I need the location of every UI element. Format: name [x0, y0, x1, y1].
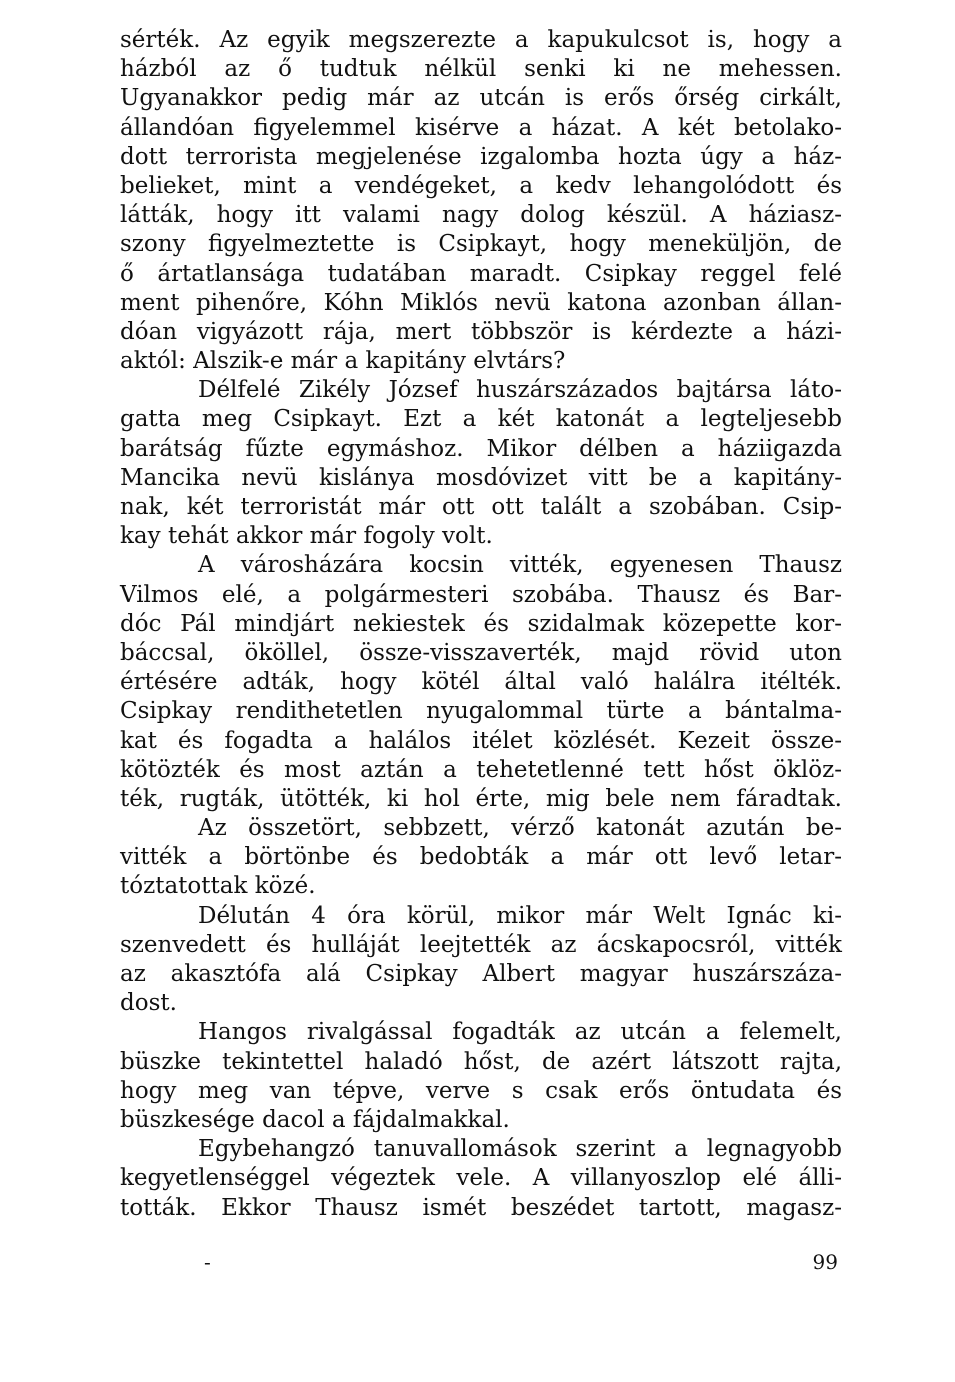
text-line: tották. Ekkor Thausz ismét beszédet tartott, magasz-	[120, 1194, 842, 1221]
text-line: sérték. Az egyik megszerezte a kapukulcsot is, hogy a	[120, 27, 842, 53]
text-line: hogy meg van tépve, verve s csak erős öntudata és	[120, 1077, 842, 1104]
footer-mark: -	[204, 1250, 211, 1274]
text-line: Ugyanakkor pedig már az utcán is erős őrség cirkált,	[120, 85, 842, 112]
text-line: kat és fogadta a halálos itélet közlését. Kezeit össze-	[120, 727, 842, 754]
text-line: Egybehangzó tanuvallomások szerint a legnagyobb	[198, 1136, 842, 1163]
text-line: szenvedett és hulláját leejtették az ácskapocsról, vitték	[120, 931, 842, 958]
text-line: A városházára kocsin vitték, egyenesen Thausz	[198, 552, 842, 579]
text-line: büszke tekintettel haladó hőst, de azért látszott rajta,	[120, 1048, 842, 1075]
text-line: büszkesége dacol a fájdalmakkal.	[120, 1106, 510, 1133]
text-line: az akasztófa alá Csipkay Albert magyar huszárszáza-	[120, 961, 842, 987]
text-line: dóan vigyázott rája, mert többször is kérdezte a házi-	[120, 318, 842, 345]
text-line: aktól: Alszik-e már a kapitány elvtárs?	[120, 348, 566, 375]
text-line: tóztatottak közé.	[120, 873, 316, 900]
text-line: belieket, mint a vendégeket, a kedv lehangolódott és	[120, 172, 842, 199]
text-line: Csipkay rendithetetlen nyugalommal türte a bántalma-	[120, 698, 842, 725]
text-line: dóc Pál mindjárt nekiestek és szidalmak közepette kor-	[120, 610, 842, 637]
text-line: barátság fűzte egymáshoz. Mikor délben a háziigazda	[120, 435, 842, 462]
text-line: szony figyelmeztette is Csipkayt, hogy meneküljön, de	[120, 231, 842, 258]
text-line: Délfelé Zikély József huszárszázados bajtársa láto-	[198, 377, 842, 404]
text-line: állandóan figyelemmel kisérve a házat. A két betolako-	[120, 114, 842, 141]
text-line: látták, hogy itt valami nagy dolog készül. A háziasz-	[120, 202, 842, 229]
text-line: dost.	[120, 990, 177, 1017]
text-line: ték, rugták, ütötték, ki hol érte, mig bele nem fáradtak.	[120, 785, 842, 812]
text-line: kegyetlenséggel végeztek vele. A villanyoszlop elé álli-	[120, 1165, 842, 1192]
page-number: 99	[812, 1250, 838, 1274]
text-line: Mancika nevü kislánya mosdóvizet vitt be a kapitány-	[120, 464, 842, 491]
text-line: ment pihenőre, Kóhn Miklós nevü katona azonban állan-	[120, 289, 842, 316]
text-line: Vilmos elé, a polgármesteri szobába. Thausz és Bar-	[120, 581, 842, 608]
book-page-text	[120, 26, 842, 1223]
text-line: Hangos rivalgással fogadták az utcán a felemelt,	[198, 1019, 842, 1046]
text-line: házból az ő tudtuk nélkül senki ki ne mehessen.	[120, 56, 842, 83]
text-line: nak, két terroristát már ott ott talált a szobában. Csip-	[120, 494, 842, 520]
text-line: értésére adták, hogy kötél által való halálra itélték.	[120, 669, 842, 696]
text-line: kötözték és most aztán a tehetetlenné tett hőst öklöz-	[120, 756, 842, 783]
text-line: kay tehát akkor már fogoly volt.	[120, 523, 493, 550]
text-line: dott terrorista megjelenése izgalomba hozta úgy a ház-	[120, 143, 842, 170]
page-footer	[120, 1250, 842, 1280]
text-line: báccsal, ököllel, össze-visszaverték, majd rövid uton	[120, 639, 842, 666]
text-line: gatta meg Csipkayt. Ezt a két katonát a legteljesebb	[120, 406, 842, 433]
text-line: Az összetört, sebbzett, vérző katonát azután be-	[198, 815, 842, 842]
text-line: ő ártatlansága tudatában maradt. Csipkay reggel felé	[120, 260, 842, 287]
text-line: vitték a börtönbe és bedobták a már ott levő letar-	[120, 844, 842, 871]
text-line: Délután 4 óra körül, mikor már Welt Ignác ki-	[198, 902, 842, 929]
